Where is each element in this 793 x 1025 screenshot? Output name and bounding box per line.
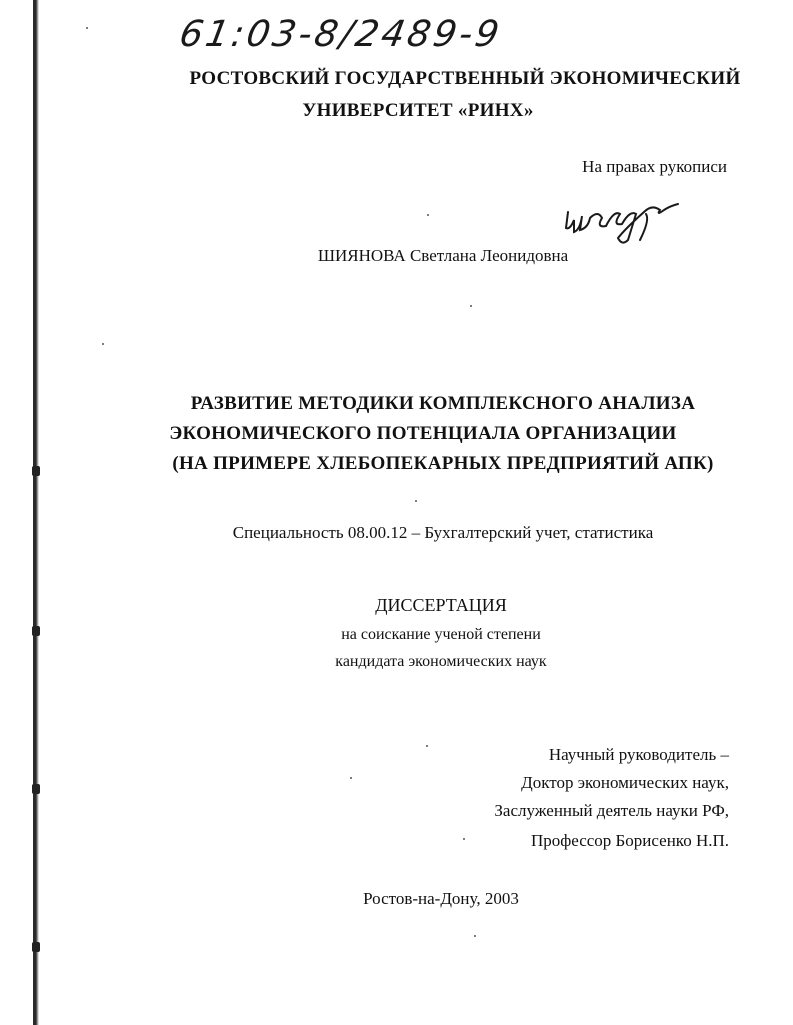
scan-speck (350, 777, 352, 779)
university-name-line2: УНИВЕРСИТЕТ «РИНХ» (302, 100, 534, 121)
title-line1: РАЗВИТИЕ МЕТОДИКИ КОМПЛЕКСНОГО АНАЛИЗА (190, 393, 696, 414)
scan-speck (415, 500, 417, 502)
scan-speck (86, 27, 88, 29)
title-line3: (НА ПРИМЕРЕ ХЛЕБОПЕКАРНЫХ ПРЕДПРИЯТИЙ АПК) (172, 453, 714, 474)
binding-mark (32, 942, 40, 952)
degree-line2: кандидата экономических наук (335, 653, 547, 670)
author-signature (560, 180, 690, 250)
supervisor-name: Профессор Борисенко Н.П. (530, 831, 729, 850)
scan-speck (463, 838, 465, 840)
degree-line1: на соискание ученой степени (341, 626, 541, 643)
binding-mark (32, 784, 40, 794)
scan-speck (427, 214, 429, 216)
scan-speck (426, 745, 428, 747)
author-name: ШИЯНОВА Светлана Леонидовна (317, 246, 569, 265)
scan-speck (102, 343, 104, 345)
supervisor-honor: Заслуженный деятель науки РФ, (494, 801, 729, 820)
manuscript-rights: На правах рукописи (582, 157, 727, 176)
scan-binding-edge (33, 0, 39, 1025)
specialty: Специальность 08.00.12 – Бухгалтерский учет, статистика (232, 523, 654, 542)
university-name-line1: РОСТОВСКИЙ ГОСУДАРСТВЕННЫЙ ЭКОНОМИЧЕСКИЙ (189, 68, 741, 89)
handwritten-archive-number: 61:03-8/2489-9 (176, 14, 505, 55)
scan-speck (474, 935, 476, 937)
place-and-year: Ростов-на-Дону, 2003 (363, 889, 519, 908)
title-line2: ЭКОНОМИЧЕСКОГО ПОТЕНЦИАЛА ОРГАНИЗАЦИИ (169, 423, 677, 444)
scan-speck (470, 305, 472, 307)
supervisor-label: Научный руководитель – (548, 745, 729, 764)
dissertation-heading: ДИССЕРТАЦИЯ (375, 595, 507, 615)
supervisor-degree: Доктор экономических наук, (521, 773, 729, 792)
